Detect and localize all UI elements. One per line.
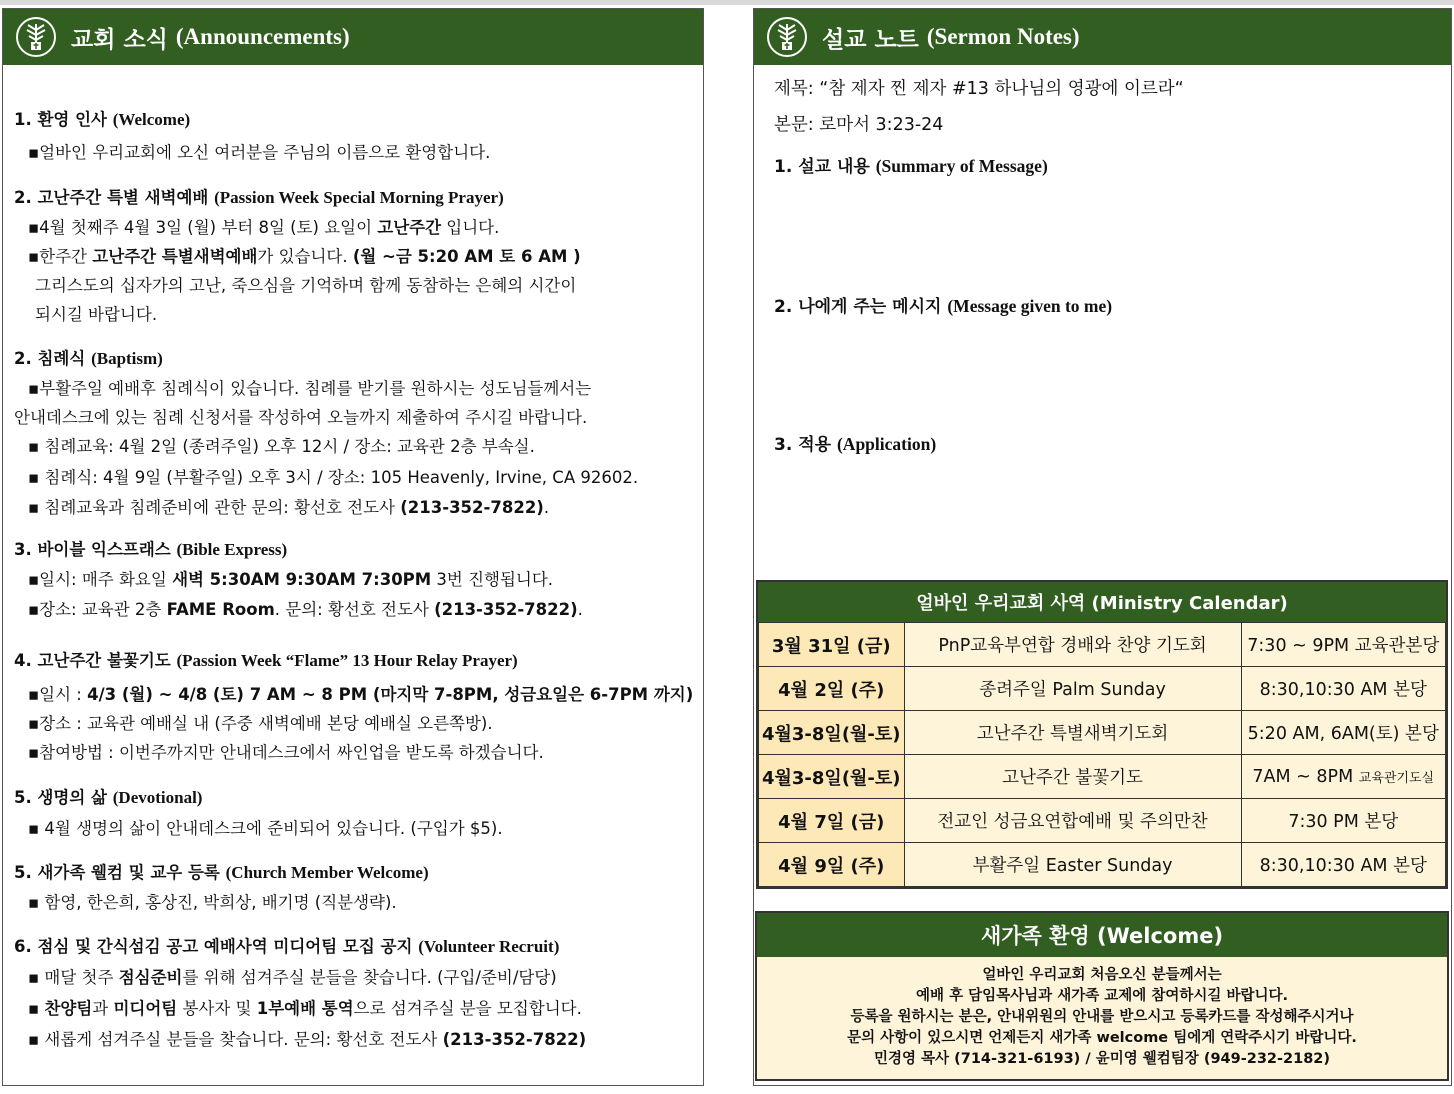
newcomer-welcome-box: [755, 911, 1449, 1081]
calendar-date: 3월 31일 (금): [759, 623, 905, 667]
calendar-table: [758, 622, 1446, 887]
newcomer-line-2: 예배 후 담임목사님과 새가족 교제에 참여하시길 바랍니다.: [916, 988, 1288, 1004]
announcements-title: 교회 소식: [71, 26, 168, 53]
newcomer-body: [757, 957, 1447, 1070]
welcome-heading: 1. 환영 인사 (Welcome): [14, 110, 191, 129]
sermon-panel: [753, 8, 1452, 1086]
calendar-date: 4월 2일 (주): [759, 667, 905, 711]
volunteer-line-2: ▪ 찬양팀과 미디어팀 봉사자 및 1부예배 통역으로 섬겨주실 분을 모집합니다.: [28, 999, 582, 1018]
volunteer-line-3: ▪ 새롭게 섬겨주실 분들을 찾습니다. 문의: 황선호 전도사 (213-352-7822): [28, 1030, 587, 1049]
announcements-header: [3, 9, 703, 65]
calendar-event: 고난주간 특별새벽기도회: [904, 711, 1241, 755]
top-divider: [0, 0, 1454, 5]
passion-prayer-line-2: ▪한주간 고난주간 특별새벽예배가 있습니다. (월 ~금 5:20 AM 토 6 AM ): [28, 247, 581, 266]
church-tree-logo-icon: [15, 16, 57, 58]
baptism-line-4: ▪ 침례식: 4월 9일 (부활주일) 오후 3시 / 장소: 105 Heavenly, Irvine, CA 92602.: [28, 468, 639, 487]
baptism-line-3: ▪ 침례교육: 4월 2일 (종려주일) 오후 12시 / 장소: 교육관 2층 부속실.: [28, 437, 535, 456]
calendar-time: 7:30 ~ 9PM 교육관본당: [1241, 623, 1445, 667]
passion-prayer-line-3: 그리스도의 십자가의 고난, 죽으심을 기억하며 함께 동참하는 은혜의 시간이: [35, 276, 577, 295]
baptism-heading: 2. 침례식 (Baptism): [14, 349, 163, 368]
member-welcome-heading: 5. 새가족 웰컴 및 교우 등록 (Church Member Welcome): [14, 863, 429, 882]
welcome-line: ▪얼바인 우리교회에 오신 여러분을 주님의 이름으로 환영합니다.: [28, 143, 491, 162]
volunteer-heading: 6. 점심 및 간식섬김 공고 예배사역 미디어팀 모집 공지 (Volunteer Recruit): [14, 937, 560, 956]
announcements-title-en: (Announcements): [175, 24, 350, 49]
calendar-time: 5:20 AM, 6AM(토) 본당: [1241, 711, 1445, 755]
calendar-date: 4월3-8일(월-토): [759, 711, 905, 755]
devotional-line: ▪ 4월 생명의 삶이 안내데스크에 준비되어 있습니다. (구입가 $5).: [28, 819, 503, 838]
baptism-line-2: 안내데스크에 있는 침례 신청서를 작성하여 오늘까지 제출하여 주시길 바랍니다.: [14, 408, 588, 427]
volunteer-line-1: ▪ 매달 첫주 점심준비를 위해 섬겨주실 분들을 찾습니다. (구입/준비/담당): [28, 968, 557, 987]
calendar-time: 7AM ~ 8PM 교육관기도실: [1241, 755, 1445, 799]
passion-prayer-line-4: 되시길 바랍니다.: [35, 305, 158, 324]
calendar-row: [759, 843, 1446, 887]
bible-express-line-2: ▪장소: 교육관 2층 FAME Room. 문의: 황선호 전도사 (213-352-7822).: [28, 600, 583, 619]
application-heading: 3. 적용 (Application): [774, 434, 937, 455]
announcements-panel: [2, 8, 704, 1086]
sermon-title: 설교 노트: [822, 26, 919, 53]
flame-prayer-line-3: ▪참여방법 : 이번주까지만 안내데스크에서 싸인업을 받도록 하겠습니다.: [28, 743, 544, 762]
passion-prayer-heading: 2. 고난주간 특별 새벽예배 (Passion Week Special Morning Prayer): [14, 188, 504, 207]
calendar-event: 전교인 성금요연합예배 및 주의만찬: [904, 799, 1241, 843]
devotional-heading: 5. 생명의 삶 (Devotional): [14, 788, 203, 807]
message-heading: 2. 나에게 주는 메시지 (Message given to me): [774, 296, 1113, 317]
summary-heading: 1. 설교 내용 (Summary of Message): [774, 156, 1048, 177]
calendar-time: 8:30,10:30 AM 본당: [1241, 667, 1445, 711]
baptism-line-1: ▪부활주일 예배후 침례식이 있습니다. 침례를 받기를 원하시는 성도님들께서는: [28, 379, 592, 398]
bible-express-heading: 3. 바이블 익스프래스 (Bible Express): [14, 540, 288, 559]
calendar-row: [759, 667, 1446, 711]
calendar-event: 종려주일 Palm Sunday: [904, 667, 1241, 711]
flame-prayer-line-1: ▪일시 : 4/3 (월) ~ 4/8 (토) 7 AM ~ 8 PM (마지막 7-8PM, 성금요일은 6-7PM 까지): [28, 685, 694, 704]
sermon-header: [754, 9, 1451, 65]
flame-prayer-heading: 4. 고난주간 불꽃기도 (Passion Week “Flame” 13 Hour Relay Prayer): [14, 651, 518, 670]
ministry-calendar: [756, 580, 1448, 889]
bible-express-line-1: ▪일시: 매주 화요일 새벽 5:30AM 9:30AM 7:30PM 3번 진행됩니다.: [28, 570, 554, 589]
calendar-event: 고난주간 불꽃기도: [904, 755, 1241, 799]
calendar-row: [759, 799, 1446, 843]
newcomer-title: 새가족 환영 (Welcome): [757, 913, 1447, 957]
sermon-subject: 제목: “참 제자 찐 제자 #13 하나님의 영광에 이르라“: [774, 79, 1184, 99]
newcomer-line-4: 문의 사항이 있으시면 언제든지 새가족 welcome 팀에게 연락주시기 바랍니다.: [847, 1030, 1357, 1046]
flame-prayer-line-2: ▪장소 : 교육관 예배실 내 (주중 새벽예배 본당 예배실 오른쪽방).: [28, 714, 493, 733]
church-tree-logo-icon: [766, 16, 808, 58]
calendar-event: PnP교육부연합 경배와 찬양 기도회: [904, 623, 1241, 667]
calendar-date: 4월3-8일(월-토): [759, 755, 905, 799]
newcomer-contacts: 민경영 목사 (714-321-6193) / 윤미영 웰컴팀장 (949-232-2182): [873, 1051, 1331, 1067]
passion-prayer-line-1: ▪4월 첫째주 4월 3일 (월) 부터 8일 (토) 요일이 고난주간 입니다.: [28, 218, 500, 237]
sermon-title-en: (Sermon Notes): [926, 24, 1080, 49]
calendar-row: [759, 755, 1446, 799]
calendar-date: 4월 7일 (금): [759, 799, 905, 843]
calendar-event: 부활주일 Easter Sunday: [904, 843, 1241, 887]
newcomer-line-3: 등록을 원하시는 분은, 안내위원의 안내를 받으시고 등록카드를 작성해주시거나: [850, 1009, 1354, 1025]
calendar-date: 4월 9일 (주): [759, 843, 905, 887]
sermon-scripture: 본문: 로마서 3:23-24: [774, 115, 944, 135]
calendar-title: 얼바인 우리교회 사역 (Ministry Calendar): [758, 582, 1446, 622]
newcomer-line-1: 얼바인 우리교회 처음오신 분들께서는: [982, 967, 1222, 983]
calendar-time: 8:30,10:30 AM 본당: [1241, 843, 1445, 887]
calendar-row: [759, 711, 1446, 755]
calendar-row: [759, 623, 1446, 667]
calendar-time: 7:30 PM 본당: [1241, 799, 1445, 843]
member-welcome-line: ▪ 함영, 한은희, 홍상진, 박희상, 배기명 (직분생략).: [28, 893, 397, 912]
baptism-line-5: ▪ 침례교육과 침례준비에 관한 문의: 황선호 전도사 (213-352-7822).: [28, 498, 550, 517]
